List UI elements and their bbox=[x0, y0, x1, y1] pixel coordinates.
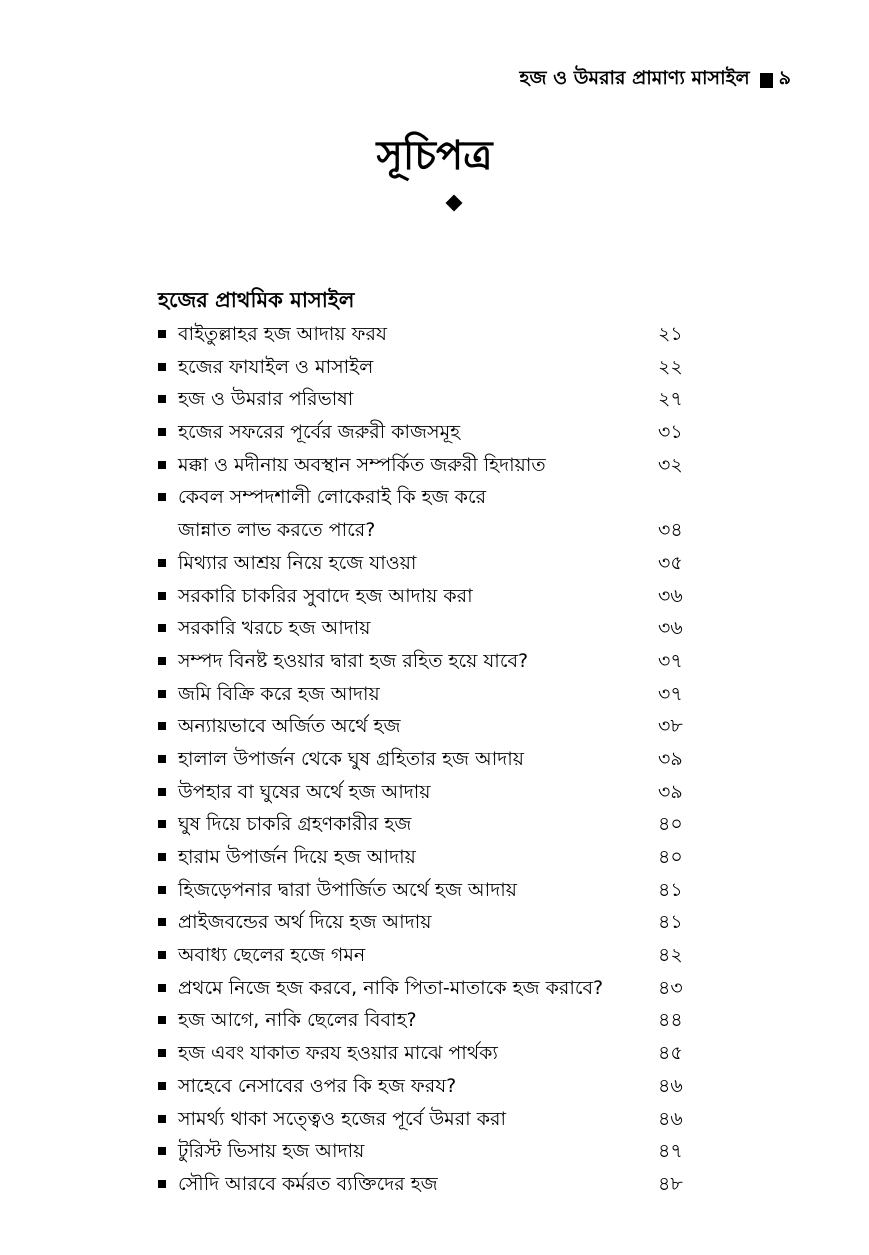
toc-entry-title bbox=[178, 808, 411, 841]
toc-entry-page-number: ২৭ bbox=[658, 388, 683, 411]
toc-entry-title bbox=[178, 874, 517, 907]
toc-entry bbox=[158, 808, 718, 841]
bullet-square-icon bbox=[158, 624, 166, 632]
toc-entry-title-line: উপহার বা ঘুষের অর্থে হজ আদায় bbox=[178, 780, 431, 803]
bullet-square-icon bbox=[158, 461, 166, 469]
toc-entry-title-line: অবাধ্য ছেলের হজে গমন bbox=[178, 944, 366, 967]
toc-entry-title-line: ঘুষ দিয়ে চাকরি গ্রহণকারীর হজ bbox=[178, 813, 412, 836]
toc-entry-title-line: হারাম উপার্জন দিয়ে হজ আদায় bbox=[178, 846, 416, 869]
bullet-square-icon bbox=[158, 1147, 166, 1155]
toc-entry-title bbox=[178, 449, 546, 482]
bullet-square-icon bbox=[158, 722, 166, 730]
toc-entry-page-number: ৪০ bbox=[658, 846, 683, 868]
bullet-square-icon bbox=[158, 755, 166, 763]
toc-entry-page-number: ৪৪ bbox=[658, 1009, 683, 1032]
toc-entry-page-number: ৩২ bbox=[658, 453, 683, 476]
toc-entry bbox=[158, 776, 718, 809]
bullet-square-icon bbox=[158, 1016, 166, 1024]
toc-entry-title bbox=[178, 1135, 364, 1168]
toc-entry-title bbox=[178, 841, 416, 874]
toc-entry-title bbox=[178, 1004, 417, 1037]
toc-entry-page-number: ৪৩ bbox=[658, 976, 683, 999]
toc-entry-title bbox=[178, 481, 486, 546]
toc-entry bbox=[158, 481, 718, 546]
toc-entry bbox=[158, 1070, 718, 1103]
table-of-contents bbox=[158, 318, 718, 1201]
toc-entry-title-line: সামর্থ্য থাকা সত্ত্বেও হজের পূর্বে উমরা করা bbox=[178, 1107, 506, 1130]
bullet-square-icon bbox=[158, 363, 166, 371]
toc-entry-title bbox=[178, 939, 365, 972]
toc-entry-title bbox=[178, 1070, 456, 1103]
bullet-square-icon bbox=[158, 657, 166, 665]
diamond-ornament-icon bbox=[446, 195, 463, 212]
bullet-square-icon bbox=[158, 493, 166, 501]
toc-entry-title-line: হজ আগে, নাকি ছেলের বিবাহ? bbox=[178, 1009, 417, 1032]
toc-entry-title bbox=[178, 645, 528, 678]
toc-entry bbox=[158, 678, 718, 711]
bullet-square-icon bbox=[158, 690, 166, 698]
toc-entry-title bbox=[178, 906, 431, 939]
toc-entry-title-line: মক্কা ও মদীনায় অবস্থান সম্পর্কিত জরুরী হিদায়াত bbox=[178, 453, 546, 476]
toc-entry-page-number: ৩৯ bbox=[658, 747, 683, 770]
running-header-page-number: ৯ bbox=[778, 67, 791, 89]
toc-entry-title-line: জমি বিক্রি করে হজ আদায় bbox=[178, 682, 380, 705]
toc-entry-title bbox=[178, 547, 416, 580]
toc-entry-title bbox=[178, 580, 473, 613]
toc-entry bbox=[158, 383, 718, 416]
toc-entry-page-number: ৩৭ bbox=[658, 682, 683, 705]
toc-entry-page-number: ৩৬ bbox=[658, 584, 683, 607]
toc-entry bbox=[158, 351, 718, 384]
section-heading: হজের প্রাথমিক মাসাইল bbox=[158, 288, 355, 312]
toc-entry-page-number: ৪১ bbox=[658, 878, 683, 901]
toc-entry-title-line: সাহেবে নেসাবের ওপর কি হজ ফরয? bbox=[178, 1074, 457, 1097]
toc-entry bbox=[158, 1103, 718, 1136]
bullet-square-icon bbox=[158, 559, 166, 567]
toc-entry-title bbox=[178, 743, 524, 776]
toc-entry bbox=[158, 580, 718, 613]
bullet-square-icon bbox=[158, 395, 166, 403]
toc-entry bbox=[158, 547, 718, 580]
toc-entry-title-line: প্রথমে নিজে হজ করবে, নাকি পিতা-মাতাকে হজ করাবে? bbox=[178, 976, 604, 999]
toc-entry-title-line: টুরিস্ট ভিসায় হজ আদায় bbox=[178, 1140, 365, 1163]
toc-entry-title-line: সরকারি খরচে হজ আদায় bbox=[178, 617, 371, 640]
toc-entry bbox=[158, 841, 718, 874]
toc-entry-page-number: ৪৭ bbox=[658, 1140, 683, 1163]
toc-entry-title bbox=[178, 351, 373, 384]
page-title: সূচিপত্র bbox=[376, 133, 493, 179]
toc-entry-title bbox=[178, 776, 430, 809]
toc-entry-page-number: ৩৪ bbox=[658, 519, 683, 542]
toc-entry-title-line: হজ ও উমরার পরিভাষা bbox=[178, 388, 354, 411]
toc-entry-title bbox=[178, 710, 401, 743]
toc-entry bbox=[158, 449, 718, 482]
toc-entry-title bbox=[178, 416, 460, 449]
toc-entry bbox=[158, 939, 718, 972]
toc-entry-title-line: প্রাইজবন্ডের অর্থ দিয়ে হজ আদায় bbox=[178, 911, 432, 934]
toc-entry-title bbox=[178, 1103, 506, 1136]
toc-entry-title bbox=[178, 612, 370, 645]
toc-entry-title-line: সরকারি চাকরির সুবাদে হজ আদায় করা bbox=[178, 584, 473, 607]
toc-entry-page-number: ২২ bbox=[658, 355, 683, 378]
bullet-square-icon bbox=[158, 820, 166, 828]
toc-entry-page-number: ৩৯ bbox=[658, 780, 683, 803]
toc-entry bbox=[158, 906, 718, 939]
bullet-square-icon bbox=[158, 984, 166, 992]
bullet-square-icon bbox=[158, 951, 166, 959]
running-header-book-title: হজ ও উমরার প্রামাণ্য মাসাইল bbox=[519, 67, 750, 89]
toc-entry-title-line: বাইতুল্লাহর হজ আদায় ফরয bbox=[178, 323, 387, 345]
bullet-square-icon bbox=[158, 788, 166, 796]
toc-entry-title bbox=[178, 1037, 498, 1070]
toc-entry-page-number: ৪৬ bbox=[658, 1074, 683, 1097]
toc-entry-title-line: হালাল উপার্জন থেকে ঘুষ গ্রহিতার হজ আদায় bbox=[178, 747, 524, 770]
toc-entry bbox=[158, 710, 718, 743]
toc-entry-page-number: ৪১ bbox=[658, 911, 683, 934]
toc-entry bbox=[158, 743, 718, 776]
bullet-square-icon bbox=[158, 1082, 166, 1090]
toc-entry-title-line: সৌদি আরবে কর্মরত ব্যক্তিদের হজ bbox=[178, 1172, 438, 1195]
square-ornament-icon bbox=[760, 73, 773, 88]
running-header bbox=[520, 66, 791, 94]
toc-entry-title-line: মিথ্যার আশ্রয় নিয়ে হজে যাওয়া bbox=[178, 551, 417, 574]
bullet-square-icon bbox=[158, 330, 166, 338]
bullet-square-icon bbox=[158, 853, 166, 861]
bullet-square-icon bbox=[158, 1180, 166, 1188]
bullet-square-icon bbox=[158, 918, 166, 926]
toc-entry-page-number: ৪৫ bbox=[658, 1042, 683, 1065]
toc-entry-title bbox=[178, 318, 387, 351]
toc-entry-page-number: ২১ bbox=[658, 322, 683, 345]
toc-entry-page-number: ৪৬ bbox=[658, 1107, 683, 1130]
toc-entry-page-number: ৪২ bbox=[658, 944, 683, 967]
toc-entry-title bbox=[178, 972, 603, 1005]
bullet-square-icon bbox=[158, 1115, 166, 1123]
toc-entry bbox=[158, 645, 718, 678]
toc-entry-page-number: ৩৬ bbox=[658, 617, 683, 640]
toc-entry-title-line: অন্যায়ভাবে অর্জিত অর্থে হজ bbox=[178, 715, 401, 738]
toc-entry-page-number: ৩৫ bbox=[658, 551, 683, 574]
toc-entry bbox=[158, 612, 718, 645]
toc-entry-page-number: ৩১ bbox=[658, 421, 683, 444]
toc-entry bbox=[158, 972, 718, 1005]
toc-entry bbox=[158, 874, 718, 907]
toc-entry-page-number: ৪০ bbox=[658, 813, 683, 836]
toc-entry-title-line: হজের সফরের পূর্বের জরুরী কাজসমূহ bbox=[178, 421, 461, 444]
toc-entry-title-line: জান্নাত লাভ করতে পারে? bbox=[178, 519, 376, 542]
toc-entry-title-line: হজ এবং যাকাত ফরয হওয়ার মাঝে পার্থক্য bbox=[178, 1042, 498, 1065]
bullet-square-icon bbox=[158, 1049, 166, 1057]
toc-entry-title bbox=[178, 1168, 438, 1201]
toc-entry bbox=[158, 416, 718, 449]
bullet-square-icon bbox=[158, 886, 166, 894]
toc-entry bbox=[158, 1037, 718, 1070]
toc-entry-page-number: ৩৮ bbox=[658, 715, 683, 738]
toc-entry bbox=[158, 1004, 718, 1037]
toc-entry bbox=[158, 1168, 718, 1201]
bullet-square-icon bbox=[158, 592, 166, 600]
toc-entry-page-number: ৩৭ bbox=[658, 649, 683, 672]
toc-entry-title-line: কেবল সম্পদশালী লোকেরাই কি হজ করে bbox=[178, 486, 487, 509]
bullet-square-icon bbox=[158, 428, 166, 436]
toc-entry-title-line: হজের ফাযাইল ও মাসাইল bbox=[178, 355, 374, 378]
toc-entry-title bbox=[178, 383, 353, 416]
toc-entry-title-line: সম্পদ বিনষ্ট হওয়ার দ্বারা হজ রহিত হয়ে যাবে? bbox=[178, 649, 529, 672]
toc-entry-title bbox=[178, 678, 380, 711]
toc-entry bbox=[158, 1135, 718, 1168]
toc-entry-title-line: হিজড়েপনার দ্বারা উপার্জিত অর্থে হজ আদায় bbox=[178, 878, 517, 901]
toc-entry-page-number: ৪৮ bbox=[658, 1172, 683, 1195]
toc-entry bbox=[158, 318, 718, 351]
